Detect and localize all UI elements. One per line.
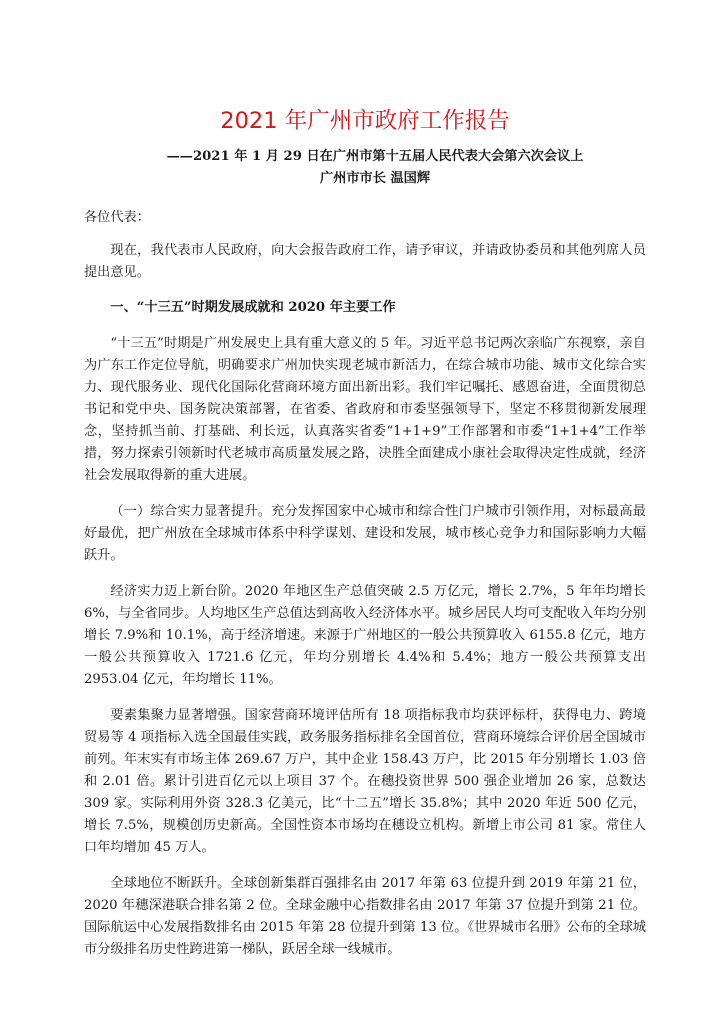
document-title: 2021 年广州市政府工作报告 [220, 108, 510, 134]
subtitle-author: 广州市市长 温国辉 [319, 171, 431, 186]
paragraph-economy: 经济实力迈上新台阶。2020 年地区生产总值突破 2.5 万亿元，增长 2.7%，5 年年均增长 6%，与全省同步。人均地区生产总值达到高收入经济体水平。城乡居民人均可支配收入年均分别增长 7.9%和 10.1%，高于经济增速。来源于广州地区的一般公共预算收入 6155.8 亿元，地方一般公共预算收入 1721.6 亿元，年均分别增长 4.4%和 5.4%；地方一般公共预算支出 2953.04 亿元，年均增长 11%。 [84, 584, 646, 687]
paragraph-intro: 现在，我代表市人民政府，向大会报告政府工作，请予审议，并请政协委员和其他列席人员提出意见。 [84, 243, 646, 280]
paragraph-strength: （一）综合实力显著提升。充分发挥国家中心城市和综合性门户城市引领作用，对标最高最好最优，把广州放在全球城市体系中科学谋划、建设和发展，城市核心竞争力和国际影响力大幅跃升。 [84, 504, 646, 563]
subtitle-occasion: ——2021 年 1 月 29 日在广州市第十五届人民代表大会第六次会议上 [166, 149, 584, 164]
paragraph-global-status: 全球地位不断跃升。全球创新集群百强排名由 2017 年第 63 位提升到 2019 年第 21 位，2020 年穗深港联合排名第 2 位。全球金融中心指数排名由 2017 年第 37 位提升到第 21 位。国际航运中心发展指数排名由 2015 年第 28 位提升到第 13 位。《世界城市名册》公布的全球城市分级排名历史性跨进第一梯队，跃居全球一线城市。 [84, 876, 646, 957]
paragraph-overview: “十三五”时期是广州发展史上具有重大意义的 5 年。习近平总书记两次亲临广东视察，亲自为广东工作定位导航，明确要求广州加快实现老城市新活力，在综合城市功能、城市文化综合实力、现代服务业、现代化国际化营商环境方面出新出彩。我们牢记嘱托、感恩奋进，全面贯彻总书记和党中央、国务院决策部署，在省委、省政府和市委坚强领导下，坚定不移贯彻新发展理念，坚持抓当前、打基础、利长远，认真落实省委“1+1+9”工作部署和市委“1+1+4”工作举措，努力探索引领新时代老城市高质量发展之路，决胜全面建成小康社会取得决定性成就，经济社会发展取得新的重大进展。 [84, 336, 646, 483]
salutation: 各位代表： [84, 210, 150, 225]
section-heading: 一、“十三五”时期发展成就和 2020 年主要工作 [110, 300, 396, 315]
paragraph-factors: 要素集聚力显著增强。国家营商环境评估所有 18 项指标我市均获评标杆，获得电力、跨境贸易等 4 项指标入选全国最佳实践，政务服务指标排名全国首位，营商环境综合评价居全国城市前列。年末实有市场主体 269.67 万户，其中企业 158.43 万户，比 2015 年分别增长 1.03 倍和 2.01 倍。累计引进百亿元以上项目 37 个。在穗投资世界 500 强企业增加 26 家，总数达 309 家。实际利用外资 328.3 亿美元，比“十二五”增长 35.8%；其中 2020 年近 500 亿元，增长 7.5%，规模创历史新高。全国性资本市场均在穗设立机构。新增上市公司 81 家。常住人口年均增加 45 万人。 [84, 708, 646, 855]
document-subtitle [84, 146, 646, 190]
